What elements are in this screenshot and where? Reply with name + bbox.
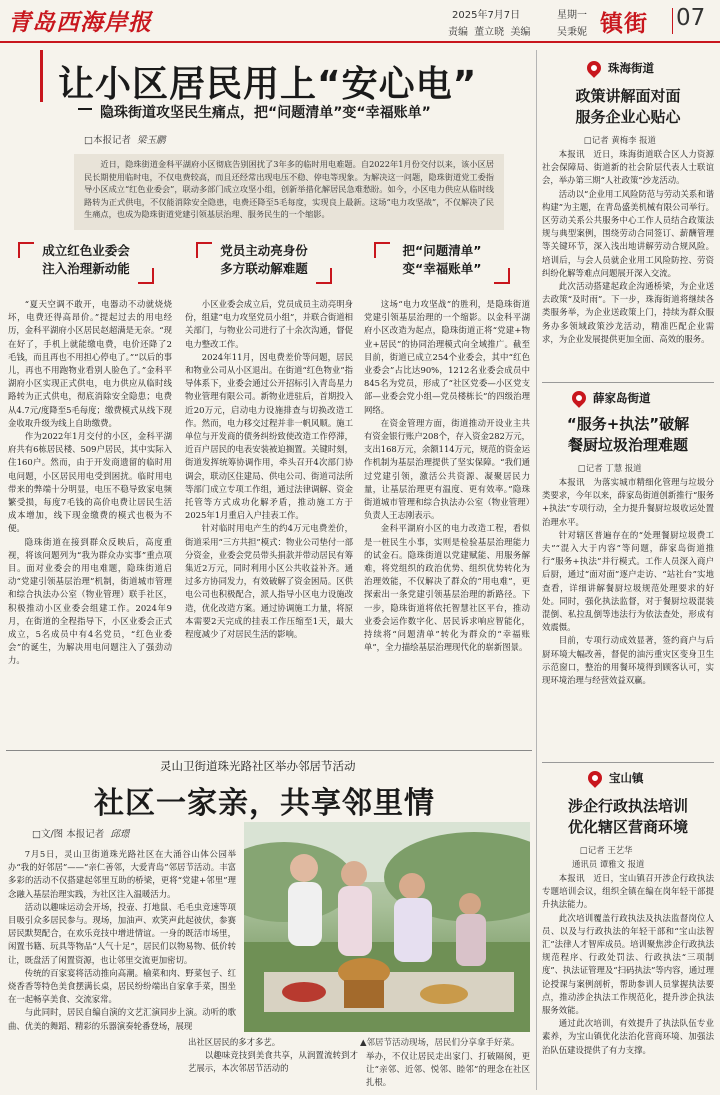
subhead-2-line1: 党员主动亮身份: [220, 243, 308, 258]
issue-date: 2025年7月7日: [452, 10, 521, 21]
paragraph: 本报讯 近日，珠海街道联合区人力资源社会保障局、街道新的社会阶层代表人士联谊会，举办第三期“人社政策”沙龙活动。: [542, 149, 714, 186]
side-title-1: [540, 86, 716, 128]
subhead-3-line2: 变“幸福账单”: [402, 261, 482, 276]
side-story-3-body: [542, 872, 714, 1092]
side-byline-3: □记者 王艺华: [580, 845, 633, 855]
side-title-3: [540, 796, 716, 838]
story-divider: [6, 750, 532, 751]
byline-label: □本报记者: [84, 135, 131, 146]
paragraph: 活动以趣味运动会开场，投壶、打地鼠、毛毛虫竞速等项目吸引众多居民参与。现场，加油声、欢笑声此起彼伏，参赛居民默契配合，在欢乐竞技中增进情谊。一身的既活市场里，闲置书籍、玩具等物品“人气十足”，居民们以物易物、低价转让，既盘活了闲置资源，也让邻里交流更加密切。: [8, 901, 236, 965]
second-column-3: [366, 1050, 530, 1092]
side-byline-3b: 通讯员 谭雅文 报道: [572, 859, 645, 869]
location-pin-icon: [584, 58, 604, 78]
paragraph: 这场“电力攻坚战”的胜利，是隐珠街道党建引领基层治理的一个缩影。以金科平湖府小区改造为起点，隐珠街道正将“党建+物业+居民”的协同治理模式向全域推广。截至目前，街道已成立254个业委会，其中“红色业委会”占比达90%，1212名业委会成员中845名为党员，形成了“社区党委—小区党支部—业委会党小组—党员楼栋长”的四级治理网络。: [364, 299, 530, 415]
main-column-1: [8, 298, 172, 740]
bracket-ornament: [316, 268, 332, 284]
side-location-2: 薛家岛街道: [593, 391, 651, 405]
second-column-2: [188, 1036, 358, 1092]
paragraph: 7月5日，灵山卫街道珠光路社区在大涌谷山体公园举办“我的好邻居”——“亲仁善邻，大爱青岛”邻居节活动。丰富多彩的活动不仅搭建起邻里互助的桥梁，更将“党建+邻里”理念融入基层治理实践，为社区注入温暖活力。: [8, 849, 236, 899]
side-location-3: 宝山镇: [609, 771, 644, 785]
side-story-2-body: [542, 476, 714, 758]
photo-illustration: [244, 822, 530, 1032]
byline-label: □文/图 本报记者: [32, 829, 105, 840]
location-pin-icon: [569, 388, 589, 408]
main-column-2: [185, 298, 353, 740]
paragraph: 金科平湖府小区的电力改造工程，看似是一桩民生小事，实则是检验基层治理能力的试金石。隐珠街道以党建赋能、用服务解难，将党组织的政治优势、组织优势转化为治理效能，不仅解决了群众的“用电难”，更探索出一条党建引领基层治理的新路径。下一步，隐珠街道将依托智慧社区平台，推动业委会运作数字化、居民诉求响应智能化，持续将“问题清单”转化为群众的“幸福账单”，全力描绘基层治理现代化的崭新图景。: [364, 523, 530, 653]
location-pin-icon: [585, 768, 605, 788]
paragraph: 隐珠街道在接到群众反映后，高度重视，将该问题列为“我为群众办实事”重点项目。面对业委会的用电难题，隐珠街道启动“党建引领基层治理”机制，街道城市管理和综合执法办公室（物业管理）联手社区，积极推动小区业委会组建工作。2024年9月，在街道的全程指导下，小区业委会正式成立，5名成员中有4名党员，“红色业委会”的诞生，为解决用电问题注入了强劲动力。: [8, 536, 172, 666]
photo-caption: ▲邻居节活动现场，居民们分享拿手好菜。: [360, 1038, 520, 1048]
subhead-1-line1: 成立红色业委会: [42, 243, 130, 258]
paragraph: “夏天空调不敢开，电器动不动就烧烧坏，电费还得高昂价。”提起过去的用电经历，金科平湖府小区居民赵超满是无奈。“现在好了，手机上就能缴电费，电价还降了2毛钱，而且再也不用担心停电了。”“以后的事儿，再也不用跑物业看别人脸色了。”金科平湖府小区实现正式供电，电力供应从临时线路转为正式供电，彻底消除安全隐患；电费从4.7元/度降至5毛每度；缴费模式从线下现金收取升级为线上自助缴费。: [8, 299, 172, 428]
second-headline: 社区一家亲，共享邻里情: [94, 786, 435, 821]
header-divider: [672, 8, 673, 34]
bracket-ornament: [138, 268, 154, 284]
second-byline: [32, 826, 129, 840]
byline-name: 梁玉鹏: [136, 135, 166, 146]
side-byline-2: □记者 丁慧 报道: [578, 463, 642, 473]
side-story-1-body: [542, 148, 714, 378]
paragraph: 出社区居民的多才多艺。: [188, 1037, 281, 1047]
masthead-logo: 青岛西海岸报: [8, 9, 152, 36]
side-title-line: 政策讲解面对面: [575, 87, 681, 105]
subhead-3-line1: 把“问题清单”: [402, 243, 482, 258]
side-divider: [542, 762, 714, 763]
main-headline: 让小区居民用上“安心电”: [58, 64, 478, 105]
paragraph: 本报讯 为落实城市精细化管理与垃圾分类要求，今年以来，薛家岛街道创新推行“服务+执法”专项行动，全力提升餐厨垃圾收运处置治理水平。: [542, 477, 714, 527]
main-column-3: [364, 298, 530, 740]
side-divider: [542, 382, 714, 383]
subheadline-dash: [78, 108, 92, 110]
paragraph: 目前，专项行动成效显著，签约商户与后厨环境大幅改善，督促的油污重灾区变身卫生示范窗口，整治的用餐环境得到顾客认可，实现环境治理与经营效益双赢。: [542, 635, 714, 686]
paragraph: 以趣味竞技到美食共享，从润置流转到才艺展示，本次邻居节活动的: [188, 1050, 358, 1074]
header-rule: [0, 41, 720, 43]
main-subheadline: 隐珠街道攻坚民生痛点，把“问题清单”变“幸福账单”: [100, 105, 431, 121]
byline-name: 邱璟: [110, 829, 130, 840]
paragraph: 本报讯 近日，宝山镇召开涉企行政执法专题培训会议，组织全镇在编在岗年轻干部提升执法能力。: [542, 873, 714, 910]
side-title-line: 涉企行政执法培训: [567, 797, 688, 815]
event-photo: [244, 822, 530, 1032]
subhead-2: [190, 232, 338, 296]
issue-weekday: 星期一: [557, 10, 587, 21]
paragraph: 针对辖区普遍存在的“处理餐厨垃圾费工夫”“混入大于内容”等问题，薛家岛街道推行“服务+执法”并行模式。工作人员深入商户后厨，通过“面对面”逐户走访、“站社台”实地查看，详细讲解餐厨垃圾规范处理要求的好处。同时，强化执法监督，对于餐厨垃圾混装混倒、私拉乱倒等违法行为依法查处，形成有效震慑。: [542, 529, 714, 633]
side-title-2: [540, 414, 716, 456]
paragraph: 在资金管理方面，街道推动开设业主共有资金银行账户208个，存入资金282万元，支出168万元，余额114万元，规范的资金运作机制为基层治理提供了坚实保障。“我们通过党建引领，激活公共资源、凝聚居民力量，让基层治理更有温度、更有效率。”隐珠街道城市管理和综合执法办公室（物业管理）负责人王志刚表示。: [364, 417, 530, 521]
paragraph: 举办，不仅让居民走出家门、打破隔阂，更让“亲邻、近邻、悦邻、睦邻”的理念在社区扎根。: [366, 1051, 530, 1088]
main-byline: [84, 132, 166, 146]
side-title-line: 餐厨垃圾治理难题: [567, 436, 688, 454]
paragraph: 与此同时，居民自编自演的文艺汇演同步上演。动听的歌曲、优美的舞蹈、精彩的乐器演奏轮番登场，展现: [8, 1007, 236, 1031]
side-location-1: 珠海街道: [608, 61, 654, 75]
column-rule: [536, 50, 537, 1090]
bracket-ornament: [494, 268, 510, 284]
side-title-line: 服务企业心贴心: [575, 108, 681, 126]
subhead-1: [12, 232, 160, 296]
side-byline-1: □记者 黄梅李 报道: [584, 135, 656, 145]
section-name: 镇街: [600, 11, 648, 37]
paragraph: 传统的百家宴将活动推向高潮。榆菜和肉、野菜包子、红烧香香等特色美食摆满长桌，居民纷纷端出自家拿手菜，围坐在一起畅享美食、交流家常。: [8, 967, 236, 1005]
side-title-line: “服务+执法”破解: [566, 415, 690, 433]
subhead-2-line2: 多方联动解难题: [220, 261, 308, 276]
paragraph: 通过此次培训，有效提升了执法队伍专业素养，为宝山镇优化法治化营商环境、加强法治队伍建设提供了有力支撑。: [542, 1018, 714, 1055]
subhead-1-line2: 注入治理新动能: [42, 261, 130, 276]
second-kicker: 灵山卫街道珠光路社区举办邻居节活动: [160, 759, 356, 773]
paragraph: 此次培训覆盖行政执法及执法监督岗位人员、以及与行政执法的年轻干部和“宝山法智汇”法律人才智库成员。培训聚焦涉企行政执法规范程序、行政处罚法、行政执法“三项制度”、执法证管理及“扫码执法”等内容，通过理论授课与案例剖析，帮助参训人员掌握执法要点，推动涉企执法工作规范化，提升涉企执法服务效能。: [542, 912, 714, 1016]
page-number: 07: [676, 5, 706, 31]
bracket-ornament: [196, 242, 212, 258]
paragraph: 作为2022年1月交付的小区，金科平湖府共有6栋居民楼、509户居民，其中实际入住160户。然而，由于开发商遗留的临时用电问题，小区居民用电受到困扰。临时用电带来的弊端十分明显，电压不稳导致家电频繁受损，每度7毛钱的高价电费让居民生活成本增加，线下现金缴费的模式也极为不便。: [8, 431, 172, 534]
side-title-line: 优化辖区营商环境: [567, 818, 688, 836]
lead-abstract: 近日，隐珠街道金科平湖府小区彻底告别困扰了3年多的临时用电难题。自2022年1月份交付以来，该小区居民长期使用临时电，不仅电费较高，而且还经常出现电压不稳、停电等现象。为解决这一问题，隐珠街道党工委指导小区成立“红色业委会”，联动多部门成立攻坚小组，创新举措化解居民急难愁盼。如今，小区电力供应从临时线路转为正式供电，不仅能消除安全隐患，电费还降至5毛每度，实现良上最新。这场“电力攻坚战”，不仅解决了民生痛点，也成为隐珠街道党建引领基层治理、服务民生的一个缩影。: [74, 154, 504, 230]
editor-credits: 责编 董立晓 美编: [448, 27, 531, 38]
bracket-ornament: [374, 242, 390, 258]
paragraph: 小区业委会成立后，党员成员主动亮明身份，组建“电力攻坚党员小组”，并联合街道相关部门，与物业公司进行了十余次沟通，督促电力整改工作。: [185, 299, 353, 349]
bracket-ornament: [18, 242, 34, 258]
subhead-3: [368, 232, 516, 296]
paragraph: 此次活动搭建起政企沟通桥梁，为企业送去政策“及时雨”。下一步，珠海街道将继续各类服务举，为企业送政策上门，持续为群众服务办多领域政策沙龙活动，精准匹配企业需求，为企业发展提供更加全面、高效的服务。: [542, 281, 714, 344]
paragraph: 2024年11月，因电费差价等问题，居民和物业公司从小区退出。在街道“红色物业”指导体系下，业委会通过公开招标引入青岛星力物业管理有限公司。新物业进驻后，首期投入近20万元，启动电力设施排查与切换改造工作。然而，电力移交过程并非一帆风顺。施工单位与开发商的债务纠纷致使改造工作停滞，近百户居民的电表安装被迫搁置。关键时刻，街道发挥统筹协调作用，牵头召开4次部门协调会，联动区住建局、供电公司、街道司法所等部门成立专项工作组，通过法律调解、资金托管等方式成功化解矛盾，推动施工方于2025年1月重启入户挂表工作。: [185, 351, 353, 521]
designer-credit: 吴秉妮: [557, 27, 587, 38]
paragraph: 活动以“企业用工风险防范与劳动关系和谐构建”为主题，在青岛盛美机械有限公司举行。区劳动关系公共服务中心工作人员结合政策法规与典型案例，围绕劳动合同签订、薪酬管理等关键环节，深入浅出地讲解劳动合规风险。培训后，与会人员就企业用工风险防控、劳资纠纷化解等难点问题展开深入交流。: [542, 188, 714, 278]
paragraph: 针对临时用电产生的约4万元电费差价，街道采用“三方共担”模式：物业公司垫付一部分资金，业委会党员带头捐款并带动居民有筹集近2万元，同时利用小区公共收益补齐。通过多方协同发力，有效破解了资金困局。区供电公司也积极配合，派人指导小区电力设施改造，优化改造方案。通过协调施工力量，将原本需要2天完成的挂表工作压缩至1天，最大程度减少了对居民生活的影响。: [185, 523, 353, 640]
